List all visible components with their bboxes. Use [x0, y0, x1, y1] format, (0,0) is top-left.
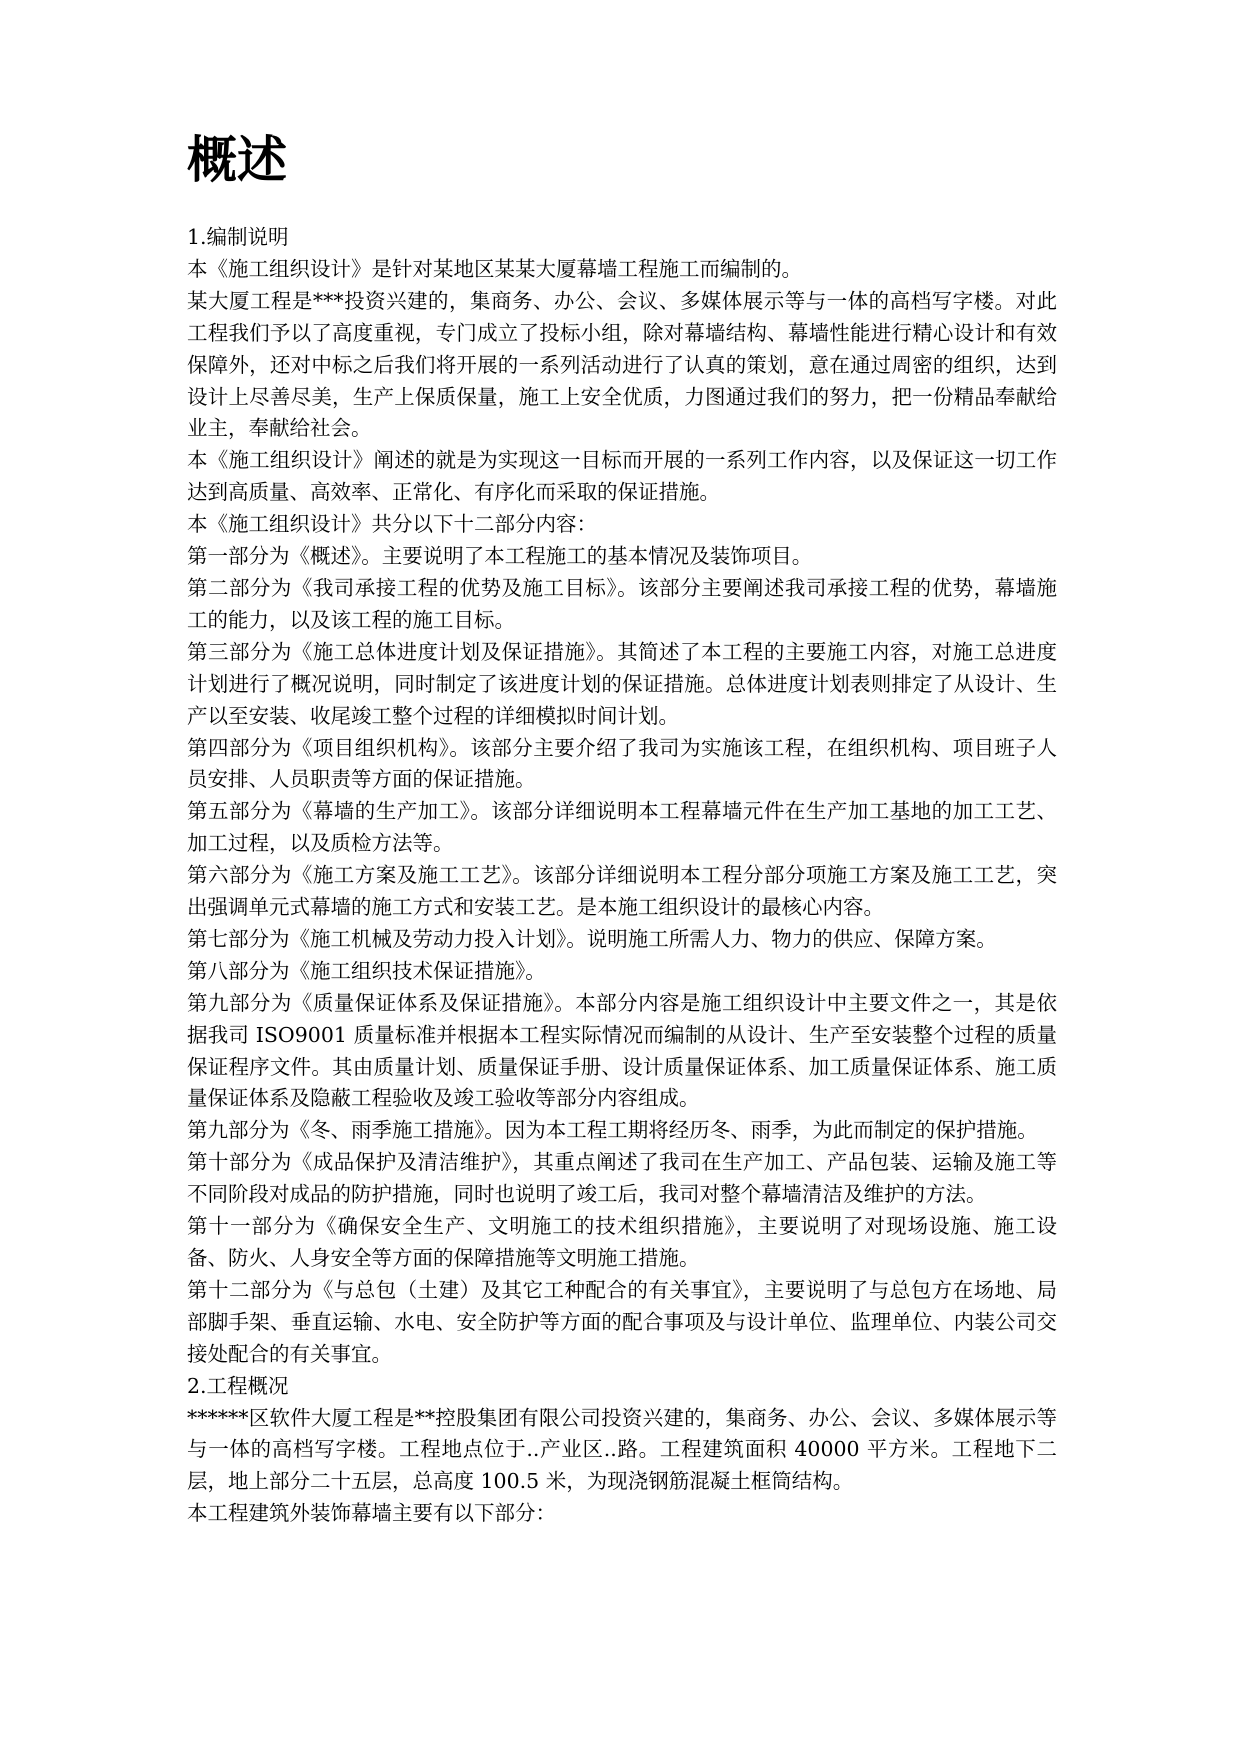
- paragraph: 第五部分为《幕墙的生产加工》。该部分详细说明本工程幕墙元件在生产加工基地的加工工艺、加工过程，以及质检方法等。: [187, 799, 1057, 856]
- section-heading-1: 1.编制说明: [187, 225, 289, 249]
- paragraph: 第一部分为《概述》。主要说明了本工程施工的基本情况及装饰项目。: [187, 544, 813, 569]
- paragraph: 第七部分为《施工机械及劳动力投入计划》。说明施工所需人力、物力的供应、保障方案。: [187, 926, 997, 951]
- paragraph: 第六部分为《施工方案及施工工艺》。该部分详细说明本工程分部分项施工方案及施工工艺，突出强调单元式幕墙的施工方式和安装工艺。是本施工组织设计的最核心内容。: [187, 863, 1057, 920]
- paragraph: 第四部分为《项目组织机构》。该部分主要介绍了我司为实施该工程，在组织机构、项目班子人员安排、人员职责等方面的保证措施。: [187, 735, 1057, 792]
- paragraph: 第二部分为《我司承接工程的优势及施工目标》。该部分主要阐述我司承接工程的优势，幕墙施工的能力，以及该工程的施工目标。: [187, 575, 1057, 632]
- paragraph: 第九部分为《质量保证体系及保证措施》。本部分内容是施工组织设计中主要文件之一，其是依据我司 ISO9001 质量标准并根据本工程实际情况而编制的从设计、生产至安装整个过程的质量保证程序文件。其由质量计划、质量保证手册、设计质量保证体系、加工质量保证体系、施工质量保证体系及隐蔽工程验收及竣工验收等部分内容组成。: [187, 990, 1057, 1111]
- section-heading-2: 2.工程概况: [187, 1373, 289, 1398]
- paragraph: 本《施工组织设计》阐述的就是为实现这一目标而开展的一系列工作内容，以及保证这一切工作达到高质量、高效率、正常化、有序化而采取的保证措施。: [187, 448, 1057, 505]
- paragraph: 第十一部分为《确保安全生产、文明施工的技术组织措施》，主要说明了对现场设施、施工设备、防火、人身安全等方面的保障措施等文明施工措施。: [187, 1214, 1057, 1270]
- paragraph: 第十二部分为《与总包（土建）及其它工种配合的有关事宜》，主要说明了与总包方在场地、局部脚手架、垂直运输、水电、安全防护等方面的配合事项及与设计单位、监理单位、内装公司交接处配合的有关事宜。: [187, 1277, 1057, 1366]
- paragraph: ******区软件大厦工程是**控股集团有限公司投资兴建的，集商务、办公、会议、多媒体展示等与一体的高档写字楼。工程地点位于..产业区..路。工程建筑面积 40000 平方米。工程地下二层，地上部分二十五层，总高度 100.5 米，为现浇钢筋混凝土框筒结构。: [187, 1405, 1057, 1494]
- paragraph: 第八部分为《施工组织技术保证措施》。: [187, 958, 546, 983]
- document-body: [187, 222, 1057, 1530]
- paragraph: 本《施工组织设计》是针对某地区某某大厦幕墙工程施工而编制的。: [187, 256, 802, 281]
- paragraph: 第九部分为《冬、雨季施工措施》。因为本工程工期将经历冬、雨季，为此而制定的保护措施。: [187, 1118, 1038, 1143]
- paragraph: 第十部分为《成品保护及清洁维护》，其重点阐述了我司在生产加工、产品包装、运输及施工等不同阶段对成品的防护措施，同时也说明了竣工后，我司对整个幕墙清洁及维护的方法。: [187, 1150, 1057, 1207]
- paragraph: 本工程建筑外装饰幕墙主要有以下部分：: [187, 1501, 556, 1526]
- paragraph: 本《施工组织设计》共分以下十二部分内容：: [187, 512, 597, 537]
- paragraph: 某大厦工程是***投资兴建的，集商务、办公、会议、多媒体展示等与一体的高档写字楼。对此工程我们予以了高度重视，专门成立了投标小组，除对幕墙结构、幕墙性能进行精心设计和有效保障外，还对中标之后我们将开展的一系列活动进行了认真的策划，意在通过周密的组织，达到设计上尽善尽美，生产上保质保量，施工上安全优质，力图通过我们的努力，把一份精品奉献给业主，奉献给社会。: [187, 288, 1057, 441]
- page-title: 概述: [187, 131, 287, 189]
- paragraph: 第三部分为《施工总体进度计划及保证措施》。其简述了本工程的主要施工内容，对施工总进度计划进行了概况说明，同时制定了该进度计划的保证措施。总体进度计划表则排定了从设计、生产以至安装、收尾竣工整个过程的详细模拟时间计划。: [187, 639, 1057, 728]
